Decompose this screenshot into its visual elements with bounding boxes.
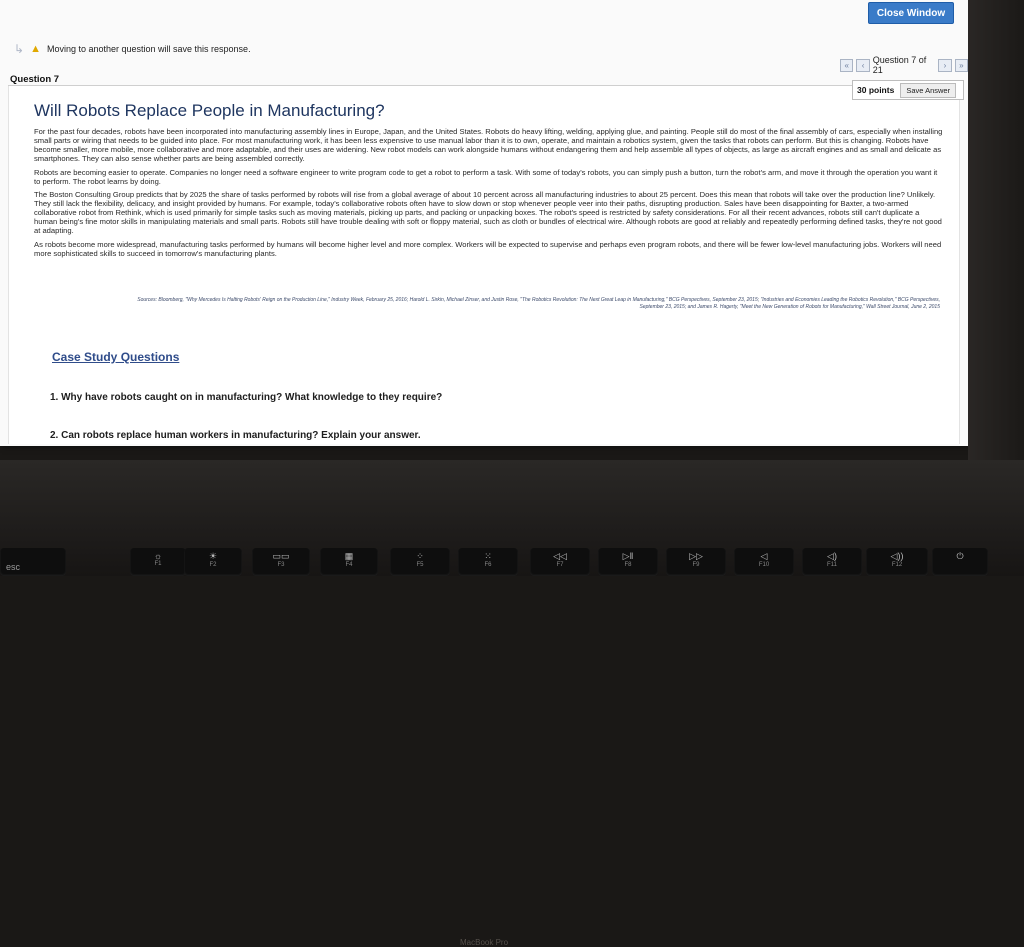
article-paragraph: The Boston Consulting Group predicts that by 2025 the share of tasks performed by robots will rise from a global average of about 10 percent across all manufacturing industries to about 25 percent. Does this mean that robots will take over the production line? Unlikely. They still lack the flexibility, delicacy, and insight provided by humans. For example, today's collaborative robots often have to slow down or stop whenever people veer into their paths, disrupting production. Sales have been disappointing for Baxter, a two-armed collaborative robot from Rethink, which is used primarily for simple tasks such as moving materials, picking up parts, and packing or unpacking boxes. The robot's speed is restricted by safety considerations. For all their recent advances, robots still can't duplicate a human being's fine motor skills in manipulating materials and small parts. Robots still have trouble dealing with soft or floppy material, such as cloth or bundles of electrical wire. Although robots are good at reliably and repeatedly performing defined tasks, they're not good at adapting. bbox=[34, 190, 942, 236]
f6-key[interactable]: ⁙ F6 bbox=[458, 548, 518, 576]
article-sources bbox=[60, 297, 940, 311]
article-paragraph: As robots become more widespread, manufacturing tasks performed by humans will become higher level and more complex. Workers will be expected to supervise and perhaps even program robots, and there will be fewer low-level manufacturing jobs. Workers will need more sophisticated skills to succeed in tomorrow's manufacturing plants. bbox=[34, 239, 942, 258]
f4-key[interactable]: ▦ F4 bbox=[320, 548, 378, 576]
question-counter: Question 7 of 21 bbox=[872, 55, 927, 75]
laptop-bezel-right bbox=[968, 0, 1024, 460]
rewind-icon: ◁◁ bbox=[553, 551, 567, 561]
close-window-button[interactable]: Close Window bbox=[868, 2, 954, 24]
last-question-icon[interactable]: » bbox=[955, 59, 968, 72]
case-study-title: Case Study Questions bbox=[52, 350, 180, 364]
f8-key[interactable]: ▷‖ F8 bbox=[598, 548, 658, 576]
article-body bbox=[34, 128, 944, 264]
launchpad-icon: ▦ bbox=[344, 551, 354, 561]
save-notice-text: Moving to another question will save this response. bbox=[46, 44, 251, 54]
fast-forward-icon: ▷▷ bbox=[689, 551, 703, 561]
save-notice bbox=[14, 42, 251, 56]
f9-key[interactable]: ▷▷ F9 bbox=[666, 548, 726, 576]
keyboard-light-up-icon: ⁙ bbox=[484, 551, 492, 561]
article-paragraph: For the past four decades, robots have been incorporated into manufacturing assembly lines in Europe, Japan, and the United States. Robots do heavy lifting, welding, applying glue, and painting. People still do most of the final assembly of cars, especially when installing small parts or wiring that needs to be guided into place. For most manufacturing work, it has been less expensive to use manual labor than it is to own, operate, and maintain a robotics system, given the tasks that robots can perform. But this is changing. Robots have become smaller, more mobile, more collaborative and more adaptable, and their uses are widening. New robot models can work alongside humans without endangering them and help assemble all types of objects, as large as aircraft engines and as small and delicate as smartphones. They can also sense whether parts are being assembled correctly. bbox=[34, 127, 943, 163]
f12-key[interactable]: ◁)) F12 bbox=[866, 548, 928, 576]
f1-key[interactable]: ☼ F1 bbox=[130, 548, 186, 576]
return-arrow-icon: ↳ bbox=[14, 42, 25, 56]
sources-line: Sources: Bloomberg, "Why Mercedes Is Halting Robots' Reign on the Production Line," Industry Week, February 25, 2016; Harold L. Sirkin, Michael Zinser, and Justin Rose, "The Robotics Revolution: The Next Great Leap in Manufacturing," BCG Perspectives, September 23, 2015; "Industries and Economies Leading the Robotics Revolution," BCG Perspectives, bbox=[137, 297, 940, 303]
next-question-icon[interactable]: › bbox=[938, 59, 951, 72]
volume-down-icon: ◁) bbox=[827, 551, 837, 561]
article-paragraph: Robots are becoming easier to operate. Companies no longer need a software engineer to write program code to get a robot to perform a task. With some of today's robots, you can simply push a button, turn the robot's arm, and move it through the operation you want it to perform. The robot learns by doing. bbox=[34, 167, 938, 186]
volume-up-icon: ◁)) bbox=[890, 551, 904, 561]
esc-key[interactable]: esc bbox=[0, 548, 66, 576]
f10-key[interactable]: ◁ F10 bbox=[734, 548, 794, 576]
question-label: Question 7 bbox=[10, 74, 60, 85]
case-question-2: 2. Can robots replace human workers in manufacturing? Explain your answer. bbox=[50, 430, 421, 441]
device-label: MacBook Pro bbox=[460, 938, 509, 947]
save-answer-button[interactable]: Save Answer bbox=[900, 83, 956, 98]
case-question-1: 1. Why have robots caught on in manufacturing? What knowledge to they require? bbox=[50, 392, 443, 403]
points-box bbox=[852, 80, 964, 100]
mute-icon: ◁ bbox=[760, 551, 768, 561]
brightness-up-icon: ☀ bbox=[208, 551, 218, 561]
mission-control-icon: ▭▭ bbox=[272, 551, 290, 561]
sources-line: September 23, 2015; and James R. Hagerty, "Meet the New Generation of Robots for Manufacturing," Wall Street Journal, June 2, 2015 bbox=[639, 304, 940, 310]
f11-key[interactable]: ◁) F11 bbox=[802, 548, 862, 576]
prev-question-icon[interactable]: ‹ bbox=[856, 59, 869, 72]
f2-key[interactable]: ☀ F2 bbox=[184, 548, 242, 576]
power-key[interactable] bbox=[932, 548, 988, 576]
article-title: Will Robots Replace People in Manufacturing? bbox=[34, 101, 385, 120]
question-pager bbox=[840, 55, 968, 75]
brightness-down-icon: ☼ bbox=[153, 551, 163, 561]
keyboard-light-down-icon: ⁘ bbox=[416, 551, 424, 561]
power-icon: ⏻ bbox=[956, 551, 964, 561]
first-question-icon[interactable]: « bbox=[840, 59, 853, 72]
browser-screen bbox=[0, 0, 968, 446]
f7-key[interactable]: ◁◁ F7 bbox=[530, 548, 590, 576]
f5-key[interactable]: ⁘ F5 bbox=[390, 548, 450, 576]
question-points: 30 points bbox=[857, 85, 895, 95]
warning-icon: ▲ bbox=[30, 43, 41, 55]
f3-key[interactable]: ▭▭ F3 bbox=[252, 548, 310, 576]
play-pause-icon: ▷‖ bbox=[622, 551, 634, 561]
